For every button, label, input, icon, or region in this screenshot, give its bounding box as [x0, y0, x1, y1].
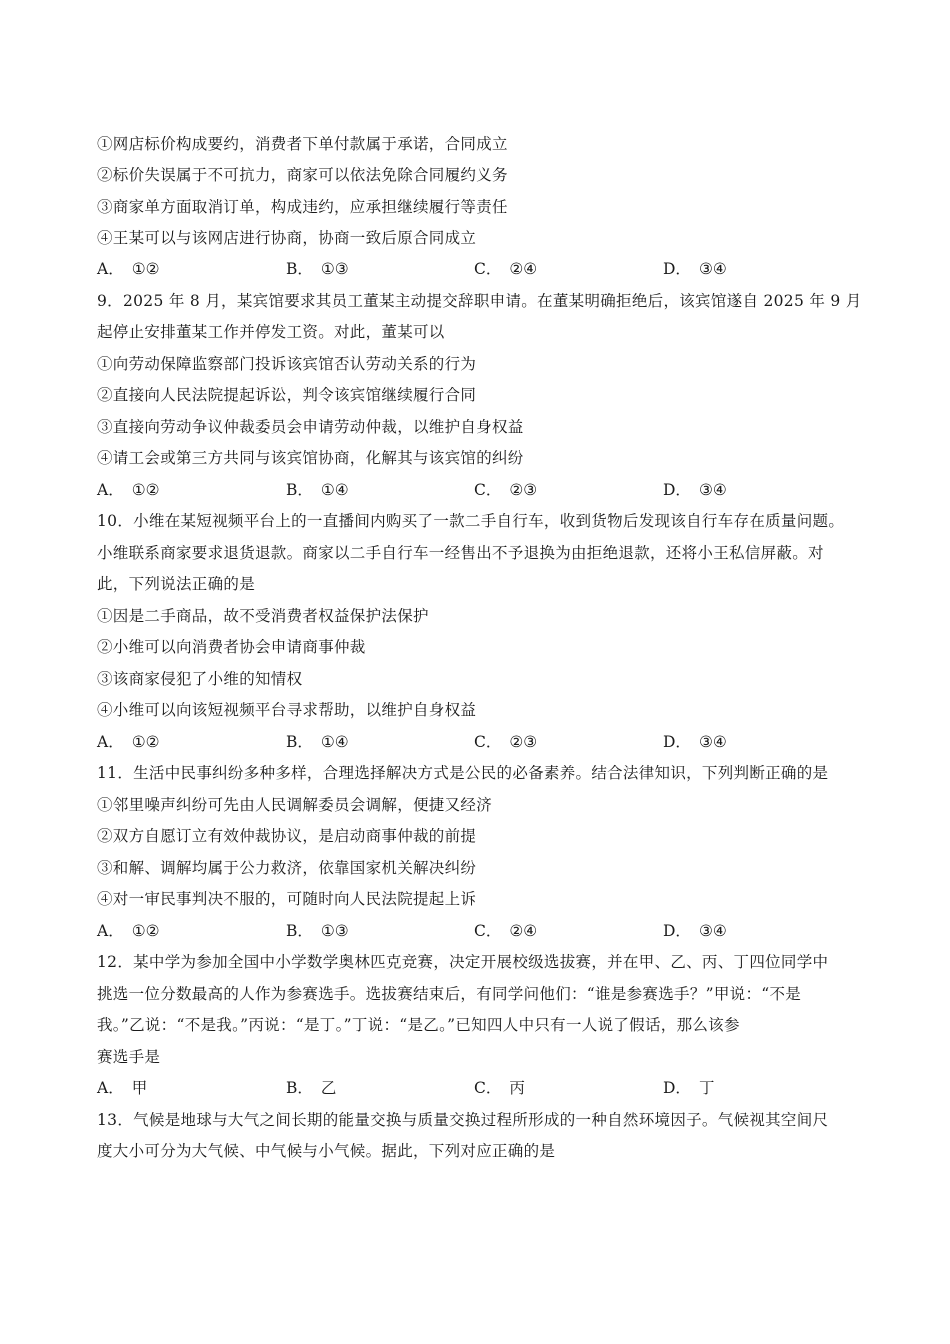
option-text: ②③ — [509, 733, 538, 751]
q10-stem-line-1: 10．小维在某短视频平台上的一直播间内购买了一款二手自行车，收到货物后发现该自行车存在质量问题。 — [97, 512, 845, 530]
q11-option-b — [286, 921, 349, 941]
q12-option-b — [286, 1078, 336, 1098]
q9-option-b — [286, 480, 349, 500]
q9-item-3: ③直接向劳动争议仲裁委员会申请劳动仲裁，以维护自身权益 — [97, 418, 524, 436]
q11-option-a — [97, 921, 160, 941]
option-letter: A． — [97, 1079, 124, 1097]
option-letter: B． — [286, 481, 313, 499]
option-letter: D． — [663, 481, 691, 499]
option-text: ①④ — [320, 733, 349, 751]
q11-item-1: ①邻里噪声纠纷可先由人民调解委员会调解，便捷又经济 — [97, 796, 493, 814]
option-text: ②③ — [509, 481, 538, 499]
option-text: 丁 — [698, 1079, 715, 1097]
q8-item-3: ③商家单方面取消订单，构成违约，应承担继续履行等责任 — [97, 198, 508, 216]
option-text: ②④ — [509, 260, 538, 278]
option-text: ①④ — [320, 481, 349, 499]
option-letter: C． — [474, 733, 502, 751]
q9-stem-line-1: 9．2025 年 8 月，某宾馆要求其员工董某主动提交辞职申请。在董某明确拒绝后，该宾馆遂自 2025 年 9 月 — [97, 292, 862, 310]
q12-option-a — [97, 1078, 147, 1098]
q12-option-c — [474, 1078, 525, 1098]
option-letter: B． — [286, 922, 313, 940]
option-letter: D． — [663, 733, 691, 751]
q10-item-2: ②小维可以向消费者协会申请商事仲裁 — [97, 638, 366, 656]
q10-option-d — [663, 732, 727, 752]
q10-item-3: ③该商家侵犯了小维的知情权 — [97, 670, 303, 688]
q8-option-d — [663, 259, 727, 279]
q9-option-c — [474, 480, 537, 500]
option-text: 丙 — [509, 1079, 525, 1097]
option-letter: B． — [286, 1079, 313, 1097]
q12-stem-line-1: 12．某中学为参加全国中小学数学奥林匹克竞赛，决定开展校级选拔赛，并在甲、乙、丙、丁四位同学中 — [97, 953, 829, 971]
q11-stem-line-1: 11．生活中民事纠纷多种多样，合理选择解决方式是公民的必备素养。结合法律知识，下列判断正确的是 — [97, 764, 829, 782]
q13-stem-line-1: 13．气候是地球与大气之间长期的能量交换与质量交换过程所形成的一种自然环境因子。气候视其空间尺 — [97, 1111, 829, 1129]
option-text: ③④ — [698, 733, 727, 751]
q8-item-1: ①网店标价构成要约，消费者下单付款属于承诺，合同成立 — [97, 135, 508, 153]
q10-item-1: ①因是二手商品，故不受消费者权益保护法保护 — [97, 607, 429, 625]
option-text: ①② — [131, 922, 160, 940]
q12-stem-line-3: 我。”乙说：“不是我。”丙说：“是丁。”丁说：“是乙。”已知四人中只有一人说了假话，那么该参 — [97, 1016, 740, 1034]
q10-option-a — [97, 732, 160, 752]
option-text: ③④ — [698, 481, 727, 499]
option-letter: B． — [286, 733, 313, 751]
option-letter: C． — [474, 1079, 502, 1097]
q13-stem-line-2: 度大小可分为大气候、中气候与小气候。据此，下列对应正确的是 — [97, 1142, 556, 1160]
option-letter: C． — [474, 481, 502, 499]
q8-item-4: ④王某可以与该网店进行协商，协商一致后原合同成立 — [97, 229, 477, 247]
option-text: ①③ — [320, 260, 349, 278]
q10-stem-line-2: 小维联系商家要求退货退款。商家以二手自行车一经售出不予退换为由拒绝退款，还将小王私信屏蔽。对 — [97, 544, 824, 562]
option-text: ①② — [131, 481, 160, 499]
q11-option-d — [663, 921, 727, 941]
q11-item-3: ③和解、调解均属于公力救济，依靠国家机关解决纠纷 — [97, 859, 477, 877]
q8-option-c — [474, 259, 537, 279]
option-text: ①③ — [320, 922, 349, 940]
q8-option-a — [97, 259, 160, 279]
q9-item-2: ②直接向人民法院提起诉讼，判令该宾馆继续履行合同 — [97, 386, 477, 404]
q9-item-4: ④请工会或第三方共同与该宾馆协商，化解其与该宾馆的纠纷 — [97, 449, 524, 467]
q9-item-1: ①向劳动保障监察部门投诉该宾馆否认劳动关系的行为 — [97, 355, 477, 373]
option-letter: A． — [97, 481, 124, 499]
option-letter: C． — [474, 260, 502, 278]
q9-stem-line-2: 起停止安排董某工作并停发工资。对此，董某可以 — [97, 323, 445, 341]
q8-item-2: ②标价失误属于不可抗力，商家可以依法免除合同履约义务 — [97, 166, 508, 184]
q11-option-c — [474, 921, 537, 941]
option-text: ②④ — [509, 922, 538, 940]
q10-item-4: ④小维可以向该短视频平台寻求帮助，以维护自身权益 — [97, 701, 477, 719]
q10-option-b — [286, 732, 349, 752]
q9-option-d — [663, 480, 727, 500]
q9-option-a — [97, 480, 160, 500]
option-text: ③④ — [698, 260, 727, 278]
q12-option-d — [663, 1078, 714, 1098]
option-text: ①② — [131, 733, 160, 751]
option-text: 甲 — [131, 1079, 148, 1097]
option-letter: D． — [663, 922, 691, 940]
option-text: ③④ — [698, 922, 727, 940]
option-letter: C． — [474, 922, 502, 940]
q11-item-4: ④对一审民事判决不服的，可随时向人民法院提起上诉 — [97, 890, 477, 908]
option-text: ①② — [131, 260, 160, 278]
option-letter: D． — [663, 1079, 691, 1097]
option-letter: A． — [97, 733, 124, 751]
q10-option-c — [474, 732, 537, 752]
option-letter: D． — [663, 260, 691, 278]
q12-stem-line-4: 赛选手是 — [97, 1048, 161, 1066]
q10-stem-line-3: 此，下列说法正确的是 — [97, 575, 256, 593]
option-letter: A． — [97, 260, 124, 278]
q8-option-b — [286, 259, 349, 279]
option-text: 乙 — [320, 1079, 337, 1097]
q11-item-2: ②双方自愿订立有效仲裁协议，是启动商事仲裁的前提 — [97, 827, 477, 845]
option-letter: B． — [286, 260, 313, 278]
option-letter: A． — [97, 922, 124, 940]
q12-stem-line-2: 挑选一位分数最高的人作为参赛选手。选拔赛结束后，有同学问他们：“谁是参赛选手？”甲说：“不是 — [97, 985, 802, 1003]
